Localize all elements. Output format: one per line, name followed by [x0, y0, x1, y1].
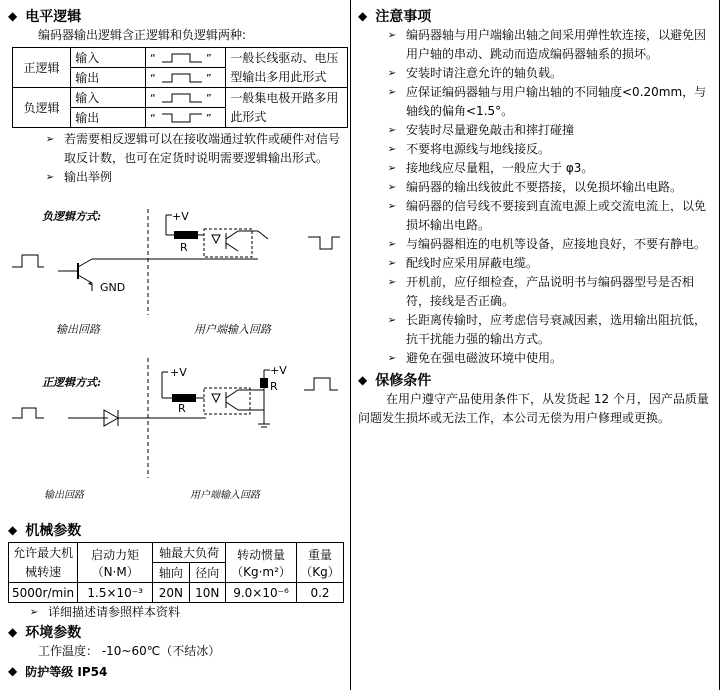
list-item: [358, 121, 716, 140]
neg-output-wave: [145, 108, 226, 128]
note-text: 开机前，应仔细检查，产品说明书与编码器型号是否相符，接线是否正确。: [406, 275, 695, 308]
list-item: [358, 349, 716, 368]
right-border: [719, 0, 720, 690]
out-loop-label-2: 输出回路: [44, 490, 84, 501]
user-loop-label-2: 用户端输入回路: [190, 490, 260, 501]
arrow-bullet-icon: ➢: [387, 239, 397, 250]
list-item: [358, 311, 716, 349]
list-item: [358, 178, 716, 197]
pulse-waveform-icon: [150, 91, 220, 105]
note-text: 编码器的信号线不要接到直流电源上或交流电流上，以免损坏输出电路。: [406, 199, 707, 232]
inertia-value: 9.0×10⁻⁶: [226, 583, 297, 603]
out-loop-label: 输出回路: [56, 323, 100, 336]
pos-output-wave: [145, 68, 226, 88]
diamond-bullet-icon: ◆: [8, 625, 18, 639]
pos-input-label: 输入: [71, 48, 146, 68]
protect-heading: ◆ 防护等级 IP54: [8, 664, 108, 679]
list-item: [358, 64, 716, 83]
pos-logic-desc: 一般长线驱动、电压型输出多用此形式: [226, 48, 348, 88]
inertia-header: 转动惯量 （Kg·m²）: [226, 543, 297, 583]
column-divider: [350, 0, 351, 690]
note-text: 编码器轴与用户端输出轴之间采用弹性软连接，以避免因用户轴的串动、跳动而造成编码器轴系的损坏。: [406, 28, 707, 61]
list-item: [358, 159, 716, 178]
svg-text:”: ”: [205, 91, 212, 105]
pulse-waveform-icon: [150, 51, 220, 65]
note-text: 应保证编码器轴与用户输出轴的不同轴度<0.20mm，与轴线的偏角<1.5°。: [406, 85, 707, 118]
invert-note: ➢ 若需要相反逻辑可以在接收端通过软件或硬件对信号取反计数，也可在定货时说明需要逻辑输出形式。: [8, 130, 348, 168]
list-item: [358, 254, 716, 273]
mech-section-heading: ◆ 机械参数: [8, 523, 82, 539]
env-section-heading: ◆ 环境参数: [8, 625, 82, 641]
note-text: 与编码器相连的电机等设备，应接地良好，不要有静电。: [406, 237, 707, 251]
pos-logic-label: 正逻辑: [13, 48, 71, 88]
torque-value: 1.5×10⁻³: [78, 583, 153, 603]
detail-note: ➢ 详细描述请参照样本资料: [8, 603, 348, 622]
speed-value: 5000r/min: [9, 583, 78, 603]
note-text: 编码器的输出线彼此不要搭接，以免损坏输出电路。: [406, 180, 683, 194]
diamond-bullet-icon: ◆: [358, 9, 368, 23]
r-label: R: [180, 241, 188, 254]
arrow-bullet-icon: ➢: [387, 125, 397, 136]
neg-logic-circuit-diagram: [8, 205, 348, 345]
mech-section: [8, 520, 348, 681]
notes-section-heading: ◆ 注意事项: [358, 9, 432, 25]
max-speed-header: 允许最大机械转速: [9, 543, 78, 583]
svg-text:”: ”: [205, 51, 212, 65]
logic-section-heading: [8, 6, 348, 26]
arrow-bullet-icon: ➢: [387, 315, 397, 326]
svg-text:“: “: [149, 111, 156, 125]
diamond-bullet-icon: ◆: [358, 373, 368, 387]
list-item: [358, 26, 716, 64]
note-text: 接地线应尽量粗，一般应大于 φ3。: [406, 161, 594, 175]
radial-header: 径向: [189, 563, 225, 583]
diamond-bullet-icon: ◆: [8, 664, 18, 678]
neg-logic-label: 负逻辑方式:: [42, 210, 102, 223]
axial-header: 轴向: [153, 563, 189, 583]
arrow-bullet-icon: ➢: [387, 182, 397, 193]
arrow-bullet-icon: ➢: [387, 87, 397, 98]
user-loop-label: 用户端输入回路: [194, 323, 271, 336]
neg-input-wave: [145, 88, 226, 108]
logic-table: [12, 47, 348, 128]
note-text: 安装时尽量避免敲击和摔打碰撞: [406, 123, 575, 137]
pos-output-label: 输出: [71, 68, 146, 88]
max-load-header: 轴最大负荷: [153, 543, 226, 563]
notes-list: [358, 26, 716, 368]
note-text: 安装时请注意允许的轴负载。: [406, 66, 563, 80]
repair-section-heading: ◆ 保修条件: [358, 373, 432, 389]
arrow-bullet-icon: ➢: [387, 201, 397, 212]
diamond-bullet-icon: ◆: [8, 9, 18, 23]
r-label-left: R: [178, 402, 186, 415]
arrow-bullet-icon: ➢: [387, 30, 397, 41]
svg-text:“: “: [149, 91, 156, 105]
start-torque-header: 启动力矩 （N·M）: [78, 543, 153, 583]
svg-text:”: ”: [205, 71, 212, 85]
list-item: [358, 197, 716, 235]
pos-input-wave: [145, 48, 226, 68]
repair-text: 在用户遵守产品使用条件下，从发货起 12 个月，因产品质量问题发生损坏或无法工作，本公司无偿为用户修理或更换。: [358, 392, 709, 425]
note-text: 长距离传输时，应考虑信号衰减因素，选用输出阻抗低，抗干扰能力强的输出方式。: [406, 313, 707, 346]
right-column: [358, 6, 716, 428]
weight-value: 0.2: [297, 583, 344, 603]
arrow-bullet-icon: ➢: [29, 607, 39, 618]
logic-intro: 编码器输出逻辑含正逻辑和负逻辑两种:: [38, 28, 247, 42]
note-text: 配线时应采用屏蔽电缆。: [406, 256, 539, 270]
neg-logic-desc: 一般集电极开路多用此形式: [226, 88, 348, 128]
neg-input-label: 输入: [71, 88, 146, 108]
diamond-bullet-icon: ◆: [8, 523, 18, 537]
arrow-bullet-icon: ➢: [387, 277, 397, 288]
neg-output-label: 输出: [71, 108, 146, 128]
v-plus-label-left: +V: [170, 366, 187, 379]
svg-text:“: “: [149, 71, 156, 85]
work-temp: 工作温度： -10~60℃（不结冰）: [38, 644, 221, 658]
output-example: ➢ 输出举例: [8, 168, 348, 187]
arrow-bullet-icon: ➢: [387, 144, 397, 155]
list-item: [358, 83, 716, 121]
v-plus-label-right: +V: [270, 364, 287, 377]
v-plus-label: +V: [172, 210, 189, 223]
axial-value: 20N: [153, 583, 189, 603]
pos-logic-label: 正逻辑方式:: [42, 376, 102, 389]
note-text: 避免在强电磁波环境中使用。: [406, 351, 563, 365]
arrow-bullet-icon: ➢: [387, 68, 397, 79]
pulse-waveform-icon: [150, 71, 220, 85]
left-column: [8, 6, 348, 187]
logic-title: 电平逻辑: [25, 9, 82, 25]
arrow-bullet-icon: ➢: [45, 172, 55, 183]
neg-logic-label: 负逻辑: [13, 88, 71, 128]
inverted-pulse-waveform-icon: [150, 111, 220, 125]
weight-header: 重量 （Kg）: [297, 543, 344, 583]
r-label-right: R: [270, 380, 278, 393]
arrow-bullet-icon: ➢: [387, 258, 397, 269]
arrow-bullet-icon: ➢: [45, 134, 55, 145]
param-table: [8, 542, 344, 603]
pos-logic-circuit-diagram: [8, 358, 348, 508]
arrow-bullet-icon: ➢: [387, 163, 397, 174]
table-row: [9, 583, 344, 603]
radial-value: 10N: [189, 583, 225, 603]
arrow-bullet-icon: ➢: [387, 353, 397, 364]
svg-text:”: ”: [205, 111, 212, 125]
note-text: 不要将电源线与地线接反。: [406, 142, 551, 156]
list-item: [358, 140, 716, 159]
list-item: [358, 235, 716, 254]
gnd-label: GND: [100, 281, 126, 294]
svg-text:“: “: [149, 51, 156, 65]
list-item: [358, 273, 716, 311]
